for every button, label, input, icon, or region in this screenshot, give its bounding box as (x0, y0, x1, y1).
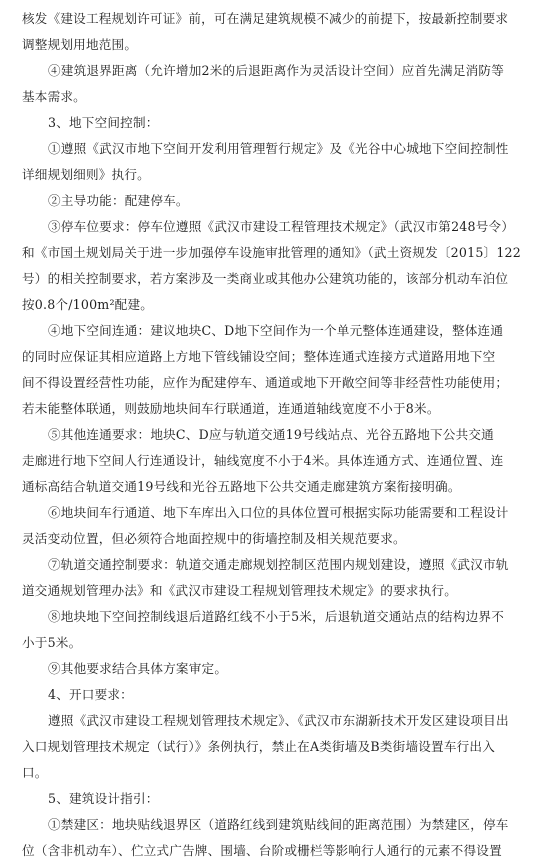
section-heading: 3、地下空间控制： (48, 115, 159, 130)
paragraph-line: ③停车位要求：停车位遵照《武汉市建设工程管理技术规定》（武汉市第248号令） (48, 219, 515, 234)
paragraph-line: ⑦轨道交通控制要求：轨道交通走廊规划控制区范围内规划建设，遵照《武汉市轨 (48, 557, 509, 572)
paragraph-line: ①遵照《武汉市地下空间开发利用管理暂行规定》及《光谷中心城地下空间控制性 (48, 141, 509, 156)
paragraph-line: ①禁建区：地块贴线退界区（道路红线到建筑贴线间的距离范围）为禁建区，停车 (48, 817, 509, 832)
paragraph-line: ④建筑退界距离（允许增加2米的后退距离作为灵活设计空间）应首先满足消防等 (48, 63, 504, 78)
paragraph-line: 间不得设置经营性功能，应作为配建停车、通道或地下开敞空间等非经营性功能使用； (22, 375, 509, 390)
paragraph-line: 基本需求。 (22, 89, 86, 104)
paragraph-line: 详细规划细则》执行。 (22, 167, 150, 182)
paragraph-line: 按0.8个/100m²配建。 (22, 297, 154, 312)
paragraph-line: ⑤其他连通要求：地块C、D应与轨道交通19号线站点、光谷五路地下公共交通 (48, 427, 494, 442)
paragraph-line: ④地下空间连通：建议地块C、D地下空间作为一个单元整体连通建设，整体连通 (48, 323, 504, 338)
paragraph-line: 口。 (22, 765, 48, 780)
paragraph-line: 号）的相关控制要求，若方案涉及一类商业或其他办公建筑功能的，该部分机动车泊位 (22, 271, 509, 286)
paragraph-line: 通标高结合轨道交通19号线和光谷五路地下公共交通走廊建筑方案衔接明确。 (22, 479, 461, 494)
section-heading: 5、建筑设计指引： (48, 791, 159, 806)
paragraph-line: 的同时应保证其相应道路上方地下管线铺设空间；整体连通式连接方式道路用地下空 (22, 349, 496, 364)
paragraph-line: 道交通规划管理办法》和《武汉市建设工程规划管理技术规定》的要求执行。 (22, 583, 457, 598)
paragraph-line: 核发《建设工程规划许可证》前，可在满足建筑规模不减少的前提下，按最新控制要求 (22, 11, 509, 26)
section-heading: 4、开口要求： (48, 687, 133, 702)
paragraph-line: ⑧地块地下空间控制线退后道路红线不小于5米，后退轨道交通站点的结构边界不 (48, 609, 504, 624)
paragraph-line: 和《市国土规划局关于进一步加强停车设施审批管理的通知》（武土资规发〔2015〕122 (22, 245, 521, 260)
paragraph-line: 调整规划用地范围。 (22, 37, 138, 52)
paragraph-line: ②主导功能：配建停车。 (48, 193, 189, 208)
paragraph-line: 灵活变动位置，但必须符合地面控规中的街墙控制及相关规范要求。 (22, 531, 406, 546)
paragraph-line: 走廊进行地下空间人行连通设计，轴线宽度不小于4米。具体连通方式、连通位置、连 (22, 453, 504, 468)
paragraph-line: 若未能整体联通，则鼓励地块间车行联通道，连通道轴线宽度不小于8米。 (22, 401, 440, 416)
paragraph-line: ⑨其他要求结合具体方案审定。 (48, 661, 228, 676)
paragraph-line: 遵照《武汉市建设工程规划管理技术规定》、《武汉市东湖新技术开发区建设项目出 (48, 713, 509, 728)
paragraph-line: 位（含非机动车）、伫立式广告牌、围墙、台阶或栅栏等影响行人通行的元素不得设置 (22, 843, 502, 858)
paragraph-line: 小于5米。 (22, 635, 82, 650)
paragraph-line: 入口规划管理技术规定（试行）》条例执行，禁止在A类街墙及B类街墙设置车行出入 (22, 739, 496, 754)
paragraph-line: ⑥地块间车行通道、地下车库出入口位的具体位置可根据实际功能需要和工程设计 (48, 505, 509, 520)
